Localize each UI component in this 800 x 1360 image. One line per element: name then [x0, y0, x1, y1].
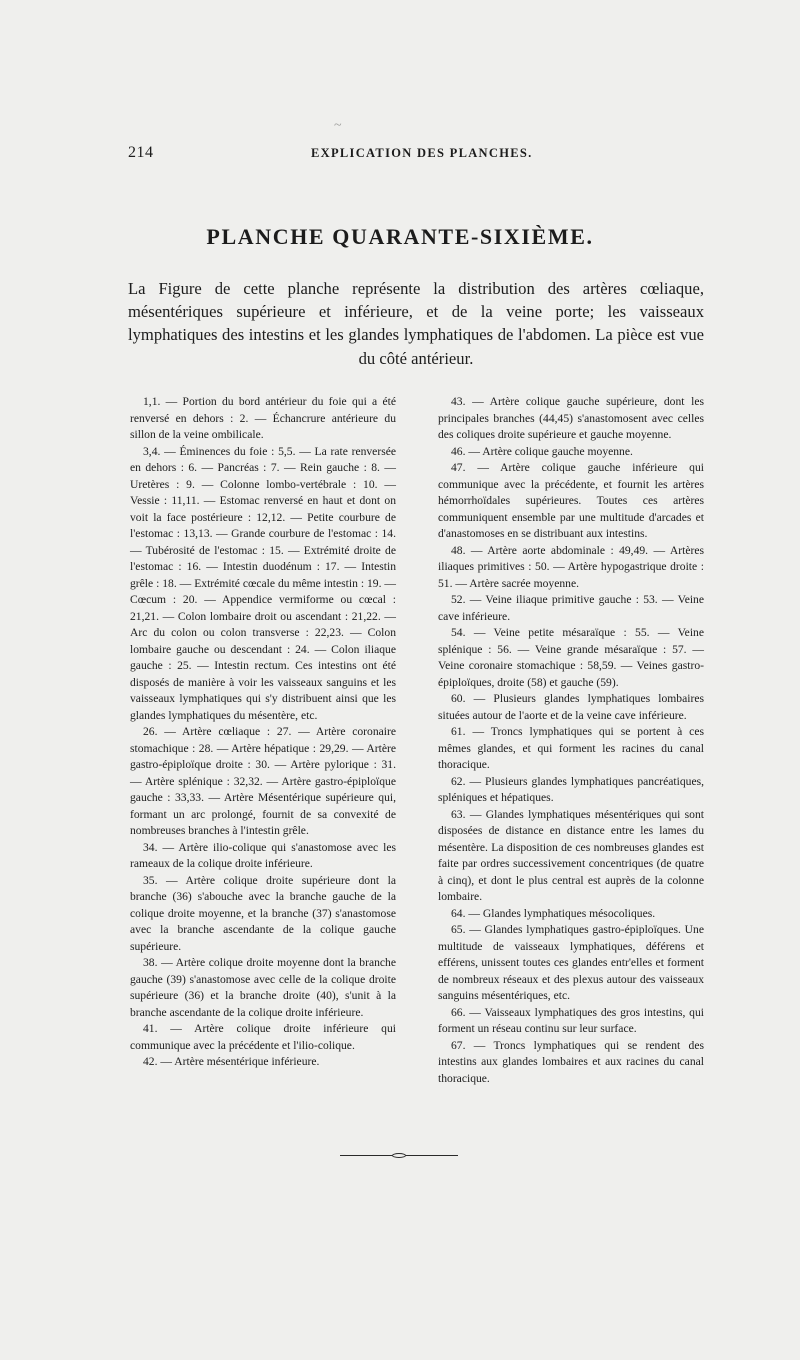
legend-entry: 65. — Glandes lymphatiques gastro-épiploïques. Une multitude de vaisseaux lymphatiques, déférens et efférens, unissent toutes ces glandes entr'elles et forment de nombreux réseaux et des plexus autour des vaisseaux sanguins mésentériques, etc.: [438, 923, 704, 1002]
legend-entry: 60. — Plusieurs glandes lymphatiques lombaires situées autour de l'aorte et de la veine cave inférieure.: [438, 692, 704, 722]
plate-title: PLANCHE QUARANTE-SIXIÈME.: [206, 224, 594, 249]
legend-entry: 67. — Troncs lymphatiques qui se rendent des intestins aux glandes lombaires et aux racines du canal thoracique.: [438, 1038, 704, 1085]
rule-line-left: [340, 1155, 392, 1156]
legend-entry: 34. — Artère ilio-colique qui s'anastomose avec les rameaux de la colique droite inférieure.: [130, 840, 396, 870]
left-column: [130, 394, 396, 1071]
legend-entry: 62. — Plusieurs glandes lymphatiques pancréatiques, spléniques et hépatiques.: [438, 774, 704, 804]
legend-entry: 42. — Artère mésentérique inférieure.: [143, 1055, 320, 1068]
running-title: EXPLICATION DES PLANCHES.: [311, 146, 533, 160]
closing-rule: [340, 1152, 458, 1160]
legend-entry: 47. — Artère colique gauche inférieure qui communique avec la précédente, et fournit les artères hémorrhoïdales supérieures. Toutes ces artères communiquent ensemble par une multitude d'arcades et d'anastomoses en se distribuant aux intestins.: [438, 461, 704, 540]
legend-entry: 66. — Vaisseaux lymphatiques des gros intestins, qui forment un réseau continu sur leur surface.: [438, 1005, 704, 1035]
legend-entry: 54. — Veine petite mésaraïque : 55. — Veine splénique : 56. — Veine grande mésaraïque : 57. — Veine coronaire stomachique : 58,59. — Veines gastro-épiploïques, droite (58) et gauche (59).: [438, 626, 704, 689]
printer-ornament: ~: [334, 118, 342, 133]
legend-entry: 26. — Artère cœliaque : 27. — Artère coronaire stomachique : 28. — Artère hépatique : 29,29. — Artère gastro-épiploïque droite : 30. — Artère pylorique : 31. — Artère splénique : 32,32. — Artère gastro-épiploïque gauche : 33,33. — Artère Mésentérique supérieure qui, formant un arc prolongé, fournit de sa convexité de nombreuses branches à l'intestin grêle.: [130, 725, 396, 837]
legend-entry: 3,4. — Éminences du foie : 5,5. — La rate renversée en dehors : 6. — Pancréas : 7. — Rein gauche : 8. — Uretères : 9. — Colonne lombo-vertébrale : 10. — Vessie : 11,11. — Estomac renversé en haut et dont on voit la face postérieure : 12,12. — Petite courbure de l'estomac : 13,13. — Grande courbure de l'estomac : 14. — Tubérosité de l'estomac : 15. — Extrémité droite de l'estomac : 16. — Intestin duodénum : 17. — Intestin grêle : 18. — Extrémité cœcale du même intestin : 19. — Cœcum : 20. — Appendice vermiforme ou cœcal : 21,21. — Colon lombaire droit ou ascendant : 21,22. — Arc du colon ou colon transverse : 22,23. — Colon lombaire gauche ou descendant : 24. — Colon iliaque gauche : 25. — Intestin rectum. Ces intestins ont été disposés de manière à voir les vaisseaux sanguins et les vaisseaux lymphatiques qui s'y distribuent ainsi que les glandes lymphatiques du mésentère, etc.: [130, 444, 396, 722]
page-number: 214: [128, 144, 154, 161]
legend-entry: 38. — Artère colique droite moyenne dont la branche gauche (39) s'anastomose avec celle de la colique droite supérieure (36) et la branche droite (40), s'unit à la branche ascendante de la colique droite inférieure.: [130, 956, 396, 1019]
rule-knot: [392, 1153, 406, 1158]
legend-entry: 61. — Troncs lymphatiques qui se portent à ces mêmes glandes, et qui forment les racines du canal thoracique.: [438, 725, 704, 771]
legend-entry: 35. — Artère colique droite supérieure dont la branche (36) s'abouche avec la branche gauche de la colique droite moyenne, et la branche (37) s'anastomose avec la branche ascendante de la colique gauche supérieure.: [130, 873, 396, 953]
legend-entry: 43. — Artère colique gauche supérieure, dont les principales branches (44,45) s'anastomosent avec celles des coliques droite supérieure et gauche moyenne.: [438, 395, 704, 441]
legend-entry: 63. — Glandes lymphatiques mésentériques qui sont disposées de distance en distance entre les lames du mésentère. La disposition de ces nombreuses glandes est faite par ordres successivement concentriques (de quatre à cinq), et dont le plus central est auprès de la colonne lombaire.: [438, 807, 704, 903]
legend-entry: 46. — Artère colique gauche moyenne.: [451, 444, 633, 458]
rule-line-right: [406, 1155, 458, 1156]
legend-entry: 64. — Glandes lymphatiques mésocoliques.: [451, 906, 656, 920]
plate-description: La Figure de cette planche représente la distribution des artères cœliaque, mésentériques supérieure et inférieure, et de la veine porte; les vaisseaux lymphatiques des intestins et les glandes lymphatiques de l'abdomen. La pièce est vue du côté antérieur.: [128, 279, 704, 368]
legend-entry: 52. — Veine iliaque primitive gauche : 53. — Veine cave inférieure.: [438, 593, 704, 623]
legend-entry: 48. — Artère aorte abdominale : 49,49. — Artères iliaques primitives : 50. — Artère hypogastrique droite : 51. — Artère sacrée moyenne.: [438, 543, 704, 590]
right-column: [438, 394, 704, 1087]
legend-entry: 41. — Artère colique droite inférieure qui communique avec la précédente et l'ilio-colique.: [130, 1022, 396, 1052]
running-head: [128, 144, 676, 166]
legend-entry: 1,1. — Portion du bord antérieur du foie qui a été renversé en dehors : 2. — Échancrure antérieure du sillon de la veine ombilicale.: [130, 395, 396, 441]
